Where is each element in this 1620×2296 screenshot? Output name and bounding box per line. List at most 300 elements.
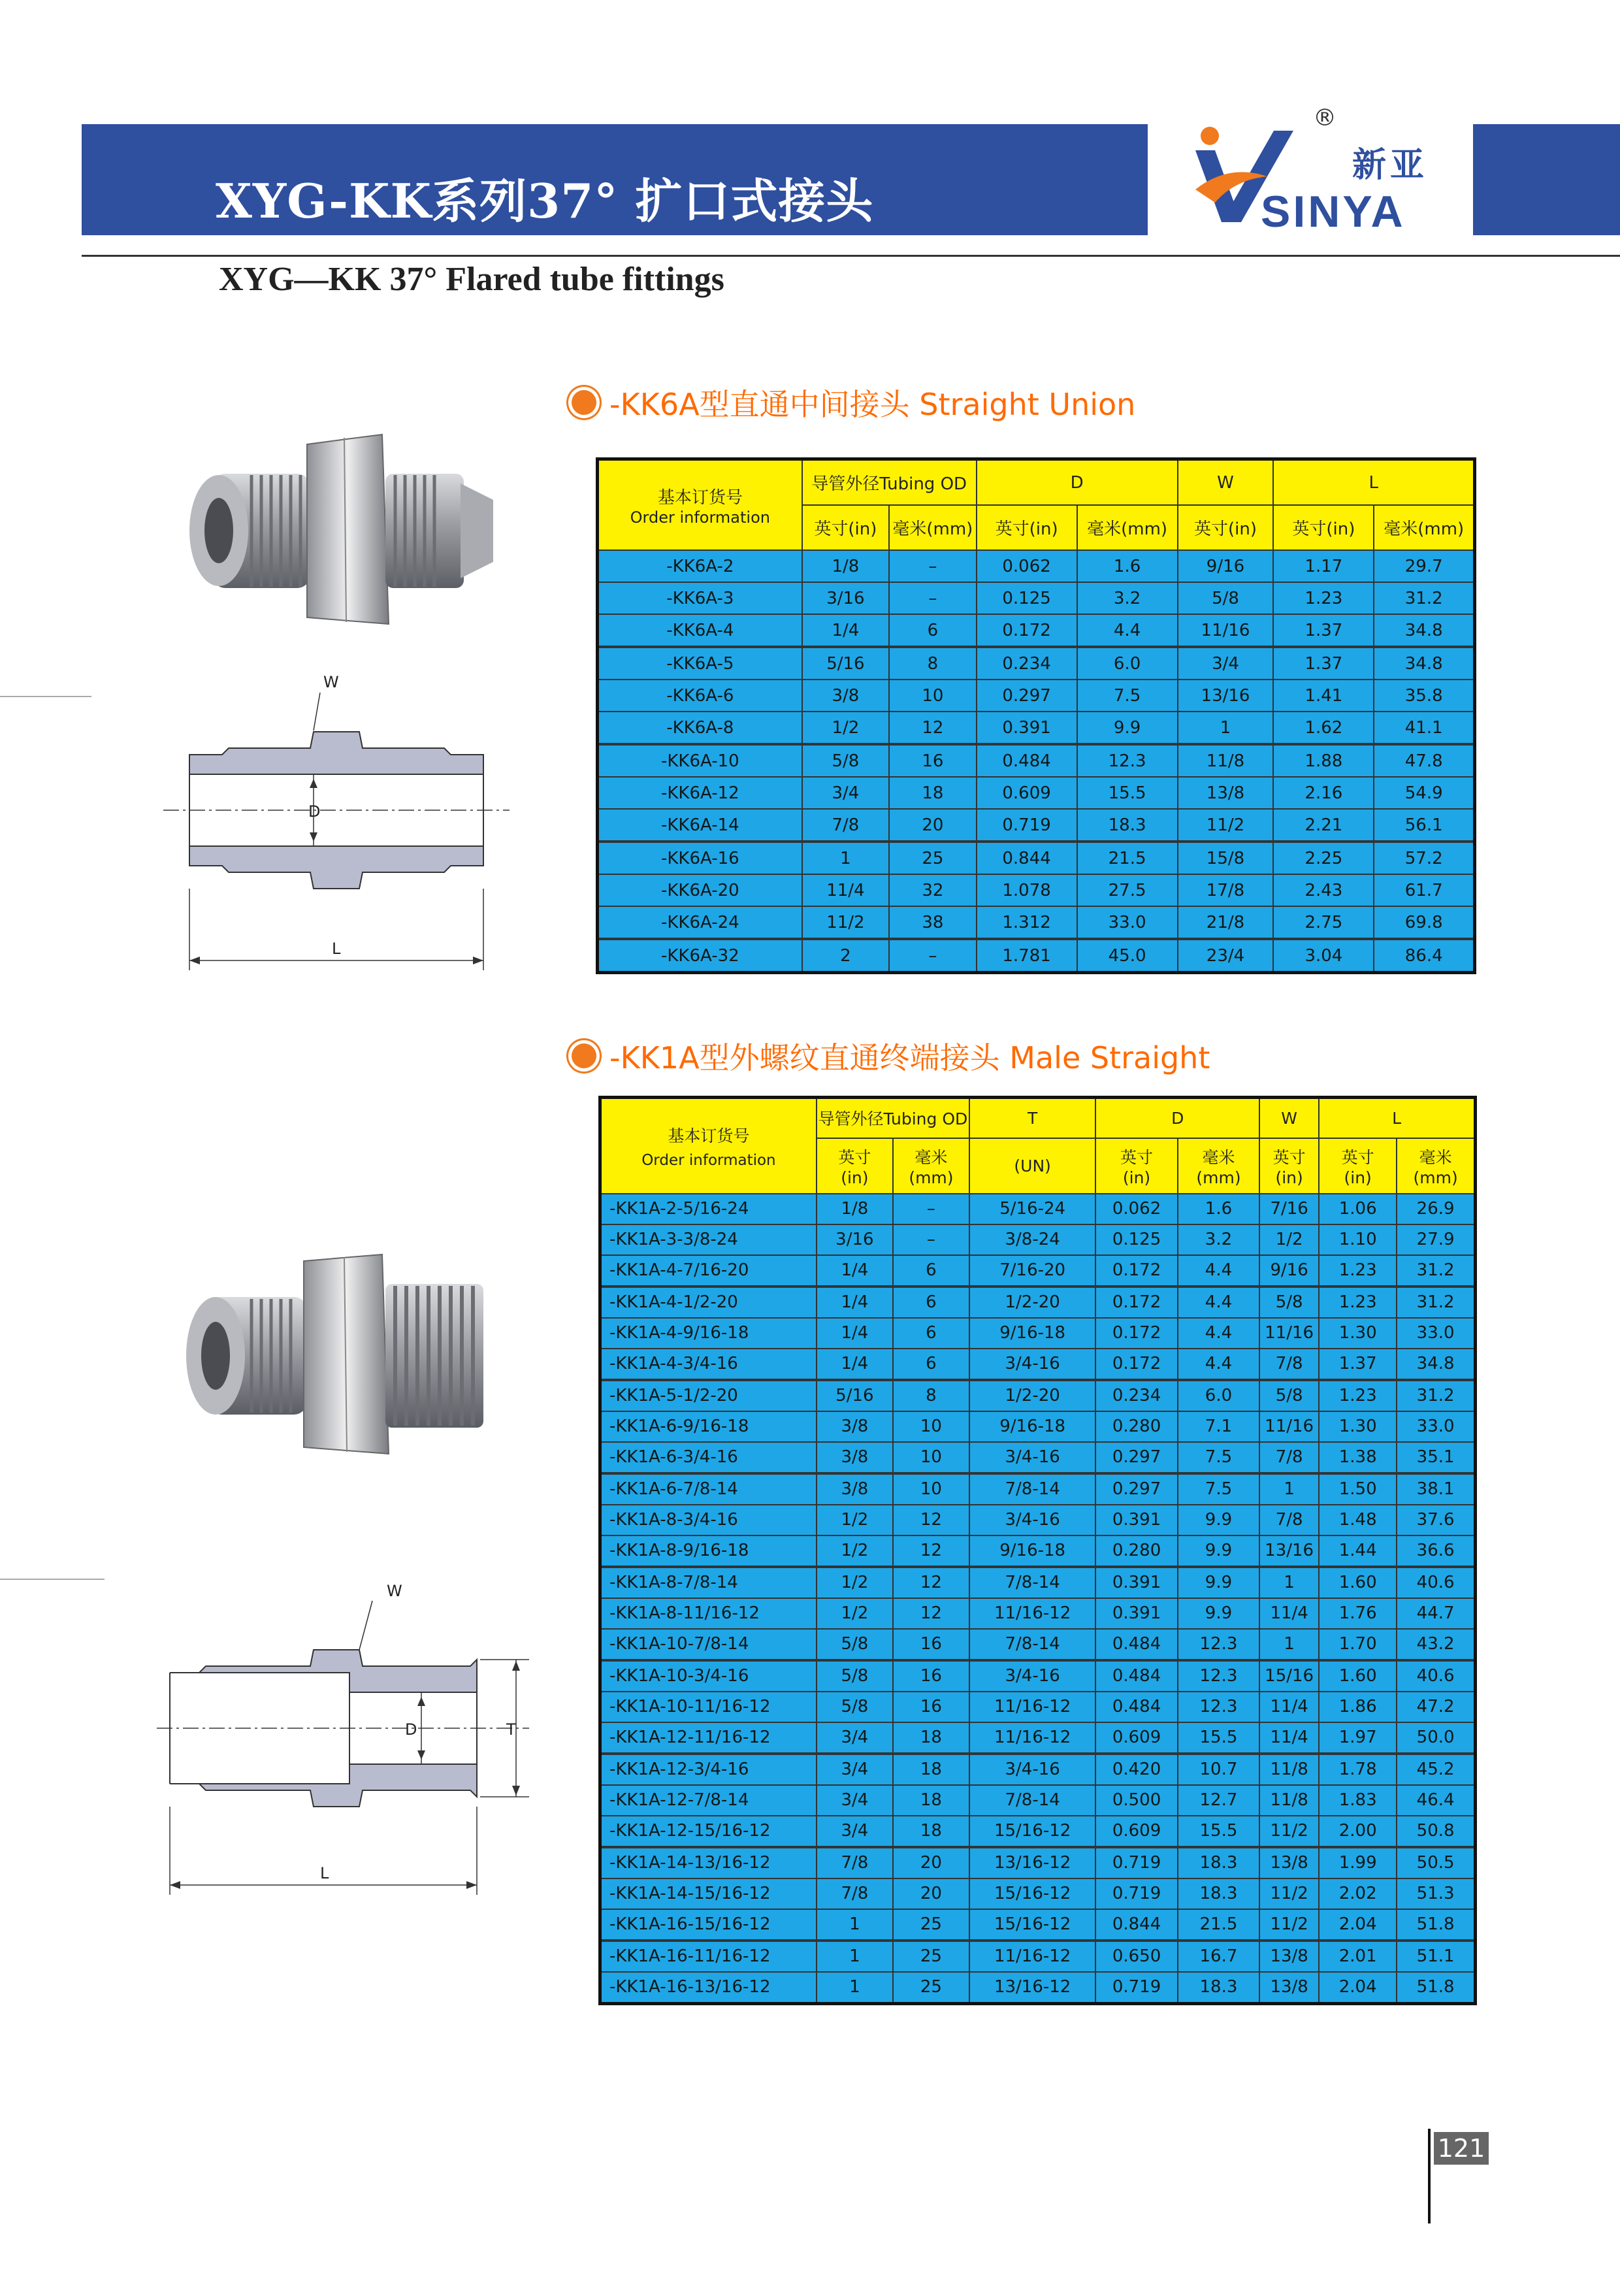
table-cell: 15/16-12 — [969, 1909, 1095, 1941]
table-cell: 3/8 — [817, 1442, 893, 1473]
table-cell: 3.2 — [1077, 582, 1178, 614]
table-cell: 0.391 — [1095, 1598, 1177, 1629]
table-cell: 4.4 — [1077, 614, 1178, 647]
table-cell: 18.3 — [1077, 809, 1178, 842]
d-dimension-label: D — [308, 802, 321, 821]
table-cell: 7/16-20 — [969, 1255, 1095, 1287]
table-cell: 1.30 — [1319, 1318, 1397, 1349]
table-cell: 9/16 — [1259, 1255, 1319, 1287]
logo-text-cn: 新亚 — [1352, 146, 1429, 185]
w-dimension-label: W — [387, 1582, 402, 1600]
table-cell: – — [889, 550, 976, 582]
table-cell: 31.2 — [1397, 1255, 1475, 1287]
table-cell: 27.5 — [1077, 874, 1178, 906]
table-row — [600, 1878, 1476, 1909]
table-cell: 6 — [889, 614, 976, 647]
table-cell: 41.1 — [1374, 712, 1474, 744]
col-l-mm: 毫米(mm) — [1374, 505, 1474, 550]
table-cell: 0.062 — [977, 550, 1077, 582]
table-cell: 1.99 — [1319, 1847, 1397, 1878]
table-cell: 29.7 — [1374, 550, 1474, 582]
table-row — [600, 1473, 1476, 1505]
table-cell: 46.4 — [1397, 1785, 1475, 1816]
table-cell: 51.8 — [1397, 1972, 1475, 2004]
table-cell: 11/2 — [1259, 1878, 1319, 1909]
table-cell: -KK1A-8-11/16-12 — [600, 1598, 817, 1629]
table-cell: 1/8 — [817, 1194, 893, 1224]
table-row — [598, 712, 1475, 744]
table-cell: 3/16 — [817, 1224, 893, 1255]
table-cell: 1.86 — [1319, 1692, 1397, 1722]
table-cell: 32 — [889, 874, 976, 906]
table-row — [600, 1505, 1476, 1535]
table-cell: 3/4 — [817, 1816, 893, 1847]
table-cell: 15/16-12 — [969, 1816, 1095, 1847]
table-cell: 0.609 — [1095, 1722, 1177, 1754]
table-cell: 15/8 — [1178, 842, 1274, 874]
table-cell: -KK1A-6-7/8-14 — [600, 1473, 817, 1505]
table-cell: 15.5 — [1178, 1816, 1259, 1847]
table-cell: 0.844 — [977, 842, 1077, 874]
table-row — [600, 1318, 1476, 1349]
table-cell: 51.3 — [1397, 1878, 1475, 1909]
table-cell: 1.50 — [1319, 1473, 1397, 1505]
table-row — [598, 582, 1475, 614]
table-cell: 7.1 — [1178, 1411, 1259, 1442]
table-cell: 16 — [893, 1692, 969, 1722]
table-cell: 20 — [893, 1847, 969, 1878]
table-cell: 7.5 — [1178, 1442, 1259, 1473]
table-cell: 12 — [893, 1535, 969, 1567]
table-cell: 3/8 — [802, 680, 889, 712]
table-cell: 1/2 — [817, 1598, 893, 1629]
col-d-mm: 毫米 (mm) — [1178, 1138, 1259, 1194]
table-row — [600, 1692, 1476, 1722]
table-cell: 1.6 — [1178, 1194, 1259, 1224]
table-cell: 0.500 — [1095, 1785, 1177, 1816]
table-cell: 11/4 — [1259, 1722, 1319, 1754]
table-cell: -KK6A-4 — [598, 614, 802, 647]
table-cell: 12 — [893, 1567, 969, 1598]
table-cell: 10 — [893, 1473, 969, 1505]
table-cell: 1/4 — [802, 614, 889, 647]
table-cell: 7/8 — [817, 1847, 893, 1878]
table-cell: 5/16 — [817, 1380, 893, 1411]
table-cell: 11/8 — [1259, 1754, 1319, 1785]
table-cell: 25 — [893, 1909, 969, 1941]
table-cell: 16 — [893, 1660, 969, 1692]
table-cell: 11/4 — [1259, 1598, 1319, 1629]
table-cell: 33.0 — [1397, 1411, 1475, 1442]
table-row — [600, 1972, 1476, 2004]
table-cell: 3/4 — [817, 1754, 893, 1785]
table-cell: 5/8 — [1259, 1380, 1319, 1411]
table-cell: 38.1 — [1397, 1473, 1475, 1505]
table-cell: 2.16 — [1273, 777, 1374, 809]
table-cell: 1.078 — [977, 874, 1077, 906]
table-cell: 1/4 — [817, 1255, 893, 1287]
table-cell: 1.6 — [1077, 550, 1178, 582]
d-dimension-label: D — [405, 1720, 417, 1739]
table-cell: 47.2 — [1397, 1692, 1475, 1722]
table-cell: 50.8 — [1397, 1816, 1475, 1847]
table-cell: 0.125 — [1095, 1224, 1177, 1255]
col-d-in: 英寸 (in) — [1095, 1138, 1177, 1194]
table-cell: 1/2 — [802, 712, 889, 744]
table-cell: 11/2 — [1259, 1909, 1319, 1941]
table-cell: 6 — [893, 1349, 969, 1380]
registered-mark: ® — [1313, 105, 1336, 131]
table-row — [600, 1567, 1476, 1598]
table-cell: 7/8 — [802, 809, 889, 842]
table-cell: 15/16 — [1259, 1660, 1319, 1692]
table-cell: 12 — [889, 712, 976, 744]
table-cell: -KK1A-4-1/2-20 — [600, 1287, 817, 1318]
table-cell: 0.484 — [977, 744, 1077, 777]
table-cell: 45.0 — [1077, 939, 1178, 973]
table-cell: 0.172 — [1095, 1349, 1177, 1380]
table-cell: -KK6A-24 — [598, 906, 802, 939]
table-cell: 4.4 — [1178, 1349, 1259, 1380]
table-cell: 7/8 — [1259, 1442, 1319, 1473]
col-tubing-mm: 毫米 (mm) — [893, 1138, 969, 1194]
table-cell: 11/8 — [1178, 744, 1274, 777]
table-cell: 1.23 — [1273, 582, 1374, 614]
table-cell: 61.7 — [1374, 874, 1474, 906]
table-cell: 33.0 — [1397, 1318, 1475, 1349]
table-cell: 10 — [893, 1442, 969, 1473]
table-cell: 3/4 — [817, 1785, 893, 1816]
table-cell: 1.23 — [1319, 1255, 1397, 1287]
table-cell: 0.719 — [1095, 1847, 1177, 1878]
table-cell: 1 — [817, 1972, 893, 2004]
table-cell: 0.650 — [1095, 1941, 1177, 1972]
table-cell: 1.60 — [1319, 1567, 1397, 1598]
col-order: 基本订货号 Order information — [598, 459, 802, 551]
table-cell: -KK1A-4-9/16-18 — [600, 1318, 817, 1349]
table-cell: 1/8 — [802, 550, 889, 582]
table-cell: 1.312 — [977, 906, 1077, 939]
table-cell: 51.1 — [1397, 1941, 1475, 1972]
table-cell: -KK1A-4-7/16-20 — [600, 1255, 817, 1287]
table-cell: 5/8 — [817, 1629, 893, 1660]
col-order: 基本订货号 Order information — [600, 1098, 817, 1194]
col-l-mm: 毫米 (mm) — [1397, 1138, 1475, 1194]
table-cell: 5/8 — [817, 1660, 893, 1692]
l-dimension-label: L — [332, 940, 341, 958]
table-cell: 13/16-12 — [969, 1972, 1095, 2004]
table-cell: 1 — [1259, 1567, 1319, 1598]
margin-mark — [0, 1579, 105, 1580]
table-cell: 1/4 — [817, 1287, 893, 1318]
table-cell: 6.0 — [1178, 1380, 1259, 1411]
table-cell: 1.37 — [1273, 647, 1374, 680]
table-cell: 0.420 — [1095, 1754, 1177, 1785]
table-cell: – — [893, 1194, 969, 1224]
table-cell: 37.6 — [1397, 1505, 1475, 1535]
table-cell: 16 — [889, 744, 976, 777]
table-cell: – — [893, 1224, 969, 1255]
table-cell: 0.234 — [977, 647, 1077, 680]
table-cell: 1.44 — [1319, 1535, 1397, 1567]
table-cell: 3/16 — [802, 582, 889, 614]
table-cell: 7/8-14 — [969, 1567, 1095, 1598]
table-cell: 1.23 — [1319, 1287, 1397, 1318]
table-cell: 13/16-12 — [969, 1847, 1095, 1878]
table-cell: 0.280 — [1095, 1535, 1177, 1567]
table-cell: 1/2-20 — [969, 1287, 1095, 1318]
table-cell: 5/8 — [802, 744, 889, 777]
table-cell: 1 — [817, 1909, 893, 1941]
table-cell: 0.297 — [1095, 1473, 1177, 1505]
table-cell: 10 — [889, 680, 976, 712]
table-cell: 8 — [889, 647, 976, 680]
table-cell: 20 — [889, 809, 976, 842]
table-cell: -KK1A-8-9/16-18 — [600, 1535, 817, 1567]
table-cell: -KK1A-10-3/4-16 — [600, 1660, 817, 1692]
table-cell: 27.9 — [1397, 1224, 1475, 1255]
col-tubing-in: 英寸 (in) — [817, 1138, 893, 1194]
table-cell: 3/4 — [817, 1722, 893, 1754]
table-row — [600, 1255, 1476, 1287]
table-cell: 0.297 — [1095, 1442, 1177, 1473]
table-cell: 1.83 — [1319, 1785, 1397, 1816]
table-cell: 11/4 — [1259, 1692, 1319, 1722]
col-t-unit: (UN) — [969, 1138, 1095, 1194]
col-l: L — [1319, 1098, 1475, 1138]
table-cell: -KK1A-6-9/16-18 — [600, 1411, 817, 1442]
table-cell: 12 — [893, 1505, 969, 1535]
table-cell: 0.609 — [1095, 1816, 1177, 1847]
table-cell: 7/8-14 — [969, 1473, 1095, 1505]
table-cell: 1.76 — [1319, 1598, 1397, 1629]
table-cell: 1.38 — [1319, 1442, 1397, 1473]
table-cell: 50.0 — [1397, 1722, 1475, 1754]
table-cell: 25 — [889, 842, 976, 874]
table-cell: 2.04 — [1319, 1972, 1397, 2004]
table-row — [598, 906, 1475, 939]
table-cell: 0.719 — [977, 809, 1077, 842]
table-cell: -KK6A-10 — [598, 744, 802, 777]
table-cell: 9.9 — [1178, 1505, 1259, 1535]
table-cell: 36.6 — [1397, 1535, 1475, 1567]
table-cell: 1.37 — [1319, 1349, 1397, 1380]
table-cell: 3/4-16 — [969, 1505, 1095, 1535]
logo-text: SINYA — [1261, 187, 1406, 237]
header-divider — [82, 255, 1620, 257]
table-cell: 9.9 — [1077, 712, 1178, 744]
straight-union-drawing — [157, 666, 510, 980]
table-cell: 9.9 — [1178, 1598, 1259, 1629]
table-cell: 40.6 — [1397, 1567, 1475, 1598]
table-cell: 44.7 — [1397, 1598, 1475, 1629]
table-cell: -KK1A-2-5/16-24 — [600, 1194, 817, 1224]
col-d-in: 英寸(in) — [977, 505, 1077, 550]
table-cell: -KK1A-8-3/4-16 — [600, 1505, 817, 1535]
table-cell: -KK6A-16 — [598, 842, 802, 874]
table-cell: 5/16-24 — [969, 1194, 1095, 1224]
table-cell: -KK6A-20 — [598, 874, 802, 906]
table-cell: 12.7 — [1178, 1785, 1259, 1816]
table-cell: 11/16-12 — [969, 1598, 1095, 1629]
table-cell: 12 — [893, 1598, 969, 1629]
table-cell: 7/8-14 — [969, 1629, 1095, 1660]
table-row — [600, 1535, 1476, 1567]
table-cell: -KK1A-12-7/8-14 — [600, 1785, 817, 1816]
table-cell: 1/2-20 — [969, 1380, 1095, 1411]
col-w: W — [1259, 1098, 1319, 1138]
bullet-icon — [572, 1043, 596, 1068]
table-row — [598, 744, 1475, 777]
table-cell: 23/4 — [1178, 939, 1274, 973]
table-cell: 7/8 — [817, 1878, 893, 1909]
table-cell: 15/16-12 — [969, 1878, 1095, 1909]
table-cell: 1/2 — [817, 1567, 893, 1598]
table-cell: 3/8 — [817, 1473, 893, 1505]
table-cell: -KK1A-12-3/4-16 — [600, 1754, 817, 1785]
table-cell: 2.00 — [1319, 1816, 1397, 1847]
table-cell: 0.484 — [1095, 1629, 1177, 1660]
table-cell: 18.3 — [1178, 1972, 1259, 2004]
table-cell: 13/16 — [1178, 680, 1274, 712]
table-cell: 0.062 — [1095, 1194, 1177, 1224]
table-cell: -KK1A-16-13/16-12 — [600, 1972, 817, 2004]
table-cell: 6 — [893, 1255, 969, 1287]
col-l: L — [1273, 459, 1474, 506]
table-cell: 1/4 — [817, 1318, 893, 1349]
table-cell: 2.25 — [1273, 842, 1374, 874]
table-cell: 0.297 — [977, 680, 1077, 712]
table-cell: 69.8 — [1374, 906, 1474, 939]
male-straight-drawing — [157, 1558, 536, 1898]
table-cell: 45.2 — [1397, 1754, 1475, 1785]
t-dimension-label: T — [506, 1720, 516, 1739]
table-cell: 9.9 — [1178, 1535, 1259, 1567]
col-l-in: 英寸(in) — [1273, 505, 1374, 550]
table-cell: -KK1A-8-7/8-14 — [600, 1567, 817, 1598]
table-cell: 2.75 — [1273, 906, 1374, 939]
table-cell: 7/16 — [1259, 1194, 1319, 1224]
table-cell: 3/4-16 — [969, 1660, 1095, 1692]
table-cell: 0.391 — [1095, 1505, 1177, 1535]
table-cell: 86.4 — [1374, 939, 1474, 973]
table-row — [600, 1411, 1476, 1442]
table-cell: 47.8 — [1374, 744, 1474, 777]
table-cell: 9/16-18 — [969, 1411, 1095, 1442]
table-cell: -KK1A-10-7/8-14 — [600, 1629, 817, 1660]
table-row — [598, 842, 1475, 874]
table-row — [600, 1722, 1476, 1754]
table-cell: 0.844 — [1095, 1909, 1177, 1941]
table-cell: 15.5 — [1077, 777, 1178, 809]
table-cell: 12.3 — [1178, 1660, 1259, 1692]
table-row — [600, 1349, 1476, 1380]
table-cell: 0.719 — [1095, 1972, 1177, 2004]
table-cell: 3/4-16 — [969, 1349, 1095, 1380]
table-cell: 6.0 — [1077, 647, 1178, 680]
table-cell: 1.41 — [1273, 680, 1374, 712]
table-cell: 9/16 — [1178, 550, 1274, 582]
table-cell: 3.04 — [1273, 939, 1374, 973]
table-cell: -KK6A-8 — [598, 712, 802, 744]
page-title-cn: XYG-KK系列37° 扩口式接头 — [216, 173, 874, 229]
table-cell: 0.609 — [977, 777, 1077, 809]
table-cell: -KK6A-3 — [598, 582, 802, 614]
section-heading-kk1a: -KK1A型外螺纹直通终端接头 Male Straight — [572, 1034, 1210, 1077]
table-cell: 25 — [893, 1972, 969, 2004]
table-row — [600, 1287, 1476, 1318]
table-cell: 3/4-16 — [969, 1754, 1095, 1785]
table-cell: 11/16 — [1178, 614, 1274, 647]
table-cell: 1/2 — [817, 1535, 893, 1567]
table-cell: -KK1A-14-13/16-12 — [600, 1847, 817, 1878]
table-cell: -KK1A-4-3/4-16 — [600, 1349, 817, 1380]
table-cell: 11/16-12 — [969, 1941, 1095, 1972]
table-cell: 54.9 — [1374, 777, 1474, 809]
table-cell: 5/8 — [1259, 1287, 1319, 1318]
table-cell: 4.4 — [1178, 1318, 1259, 1349]
col-d-mm: 毫米(mm) — [1077, 505, 1178, 550]
table-cell: -KK1A-5-1/2-20 — [600, 1380, 817, 1411]
table-cell: 1.62 — [1273, 712, 1374, 744]
table-cell: 21.5 — [1178, 1909, 1259, 1941]
table-cell: 21.5 — [1077, 842, 1178, 874]
table-cell: 51.8 — [1397, 1909, 1475, 1941]
table-row — [598, 939, 1475, 973]
table-cell: 6 — [893, 1318, 969, 1349]
table-cell: 2.43 — [1273, 874, 1374, 906]
col-w-in: 英寸 (in) — [1259, 1138, 1319, 1194]
table-cell: 2.01 — [1319, 1941, 1397, 1972]
table-cell: 18.3 — [1178, 1847, 1259, 1878]
table-row — [600, 1442, 1476, 1473]
table-cell: 0.280 — [1095, 1411, 1177, 1442]
table-cell: 0.172 — [1095, 1287, 1177, 1318]
table-cell: 18 — [893, 1785, 969, 1816]
table-row — [600, 1380, 1476, 1411]
table-cell: 1.17 — [1273, 550, 1374, 582]
table-cell: 6 — [893, 1287, 969, 1318]
table-cell: 1 — [817, 1941, 893, 1972]
table-cell: 11/16-12 — [969, 1722, 1095, 1754]
table-cell: 1 — [1259, 1629, 1319, 1660]
table-cell: 34.8 — [1397, 1349, 1475, 1380]
table-cell: 12.3 — [1077, 744, 1178, 777]
table-cell: 34.8 — [1374, 647, 1474, 680]
table-cell: -KK6A-2 — [598, 550, 802, 582]
col-l-in: 英寸 (in) — [1319, 1138, 1397, 1194]
table-cell: 2.21 — [1273, 809, 1374, 842]
table-cell: 31.2 — [1397, 1380, 1475, 1411]
table-cell: 11/2 — [1259, 1816, 1319, 1847]
table-cell: 1/2 — [1259, 1224, 1319, 1255]
table-cell: 1/4 — [817, 1349, 893, 1380]
page-title-en: XYG—KK 37° Flared tube fittings — [219, 261, 724, 298]
table-cell: 50.5 — [1397, 1847, 1475, 1878]
table-cell: -KK1A-12-11/16-12 — [600, 1722, 817, 1754]
table-cell: 13/8 — [1259, 1847, 1319, 1878]
header-band-right — [1473, 124, 1620, 235]
table-cell: 1.23 — [1319, 1380, 1397, 1411]
table-cell: 40.6 — [1397, 1660, 1475, 1692]
table-cell: 0.391 — [1095, 1567, 1177, 1598]
table-cell: 5/8 — [1178, 582, 1274, 614]
table-cell: 35.8 — [1374, 680, 1474, 712]
table-cell: 0.172 — [1095, 1255, 1177, 1287]
section-heading-kk6a: -KK6A型直通中间接头 Straight Union — [572, 381, 1135, 424]
table-cell: 0.125 — [977, 582, 1077, 614]
page-number-rule — [1428, 2129, 1431, 2223]
